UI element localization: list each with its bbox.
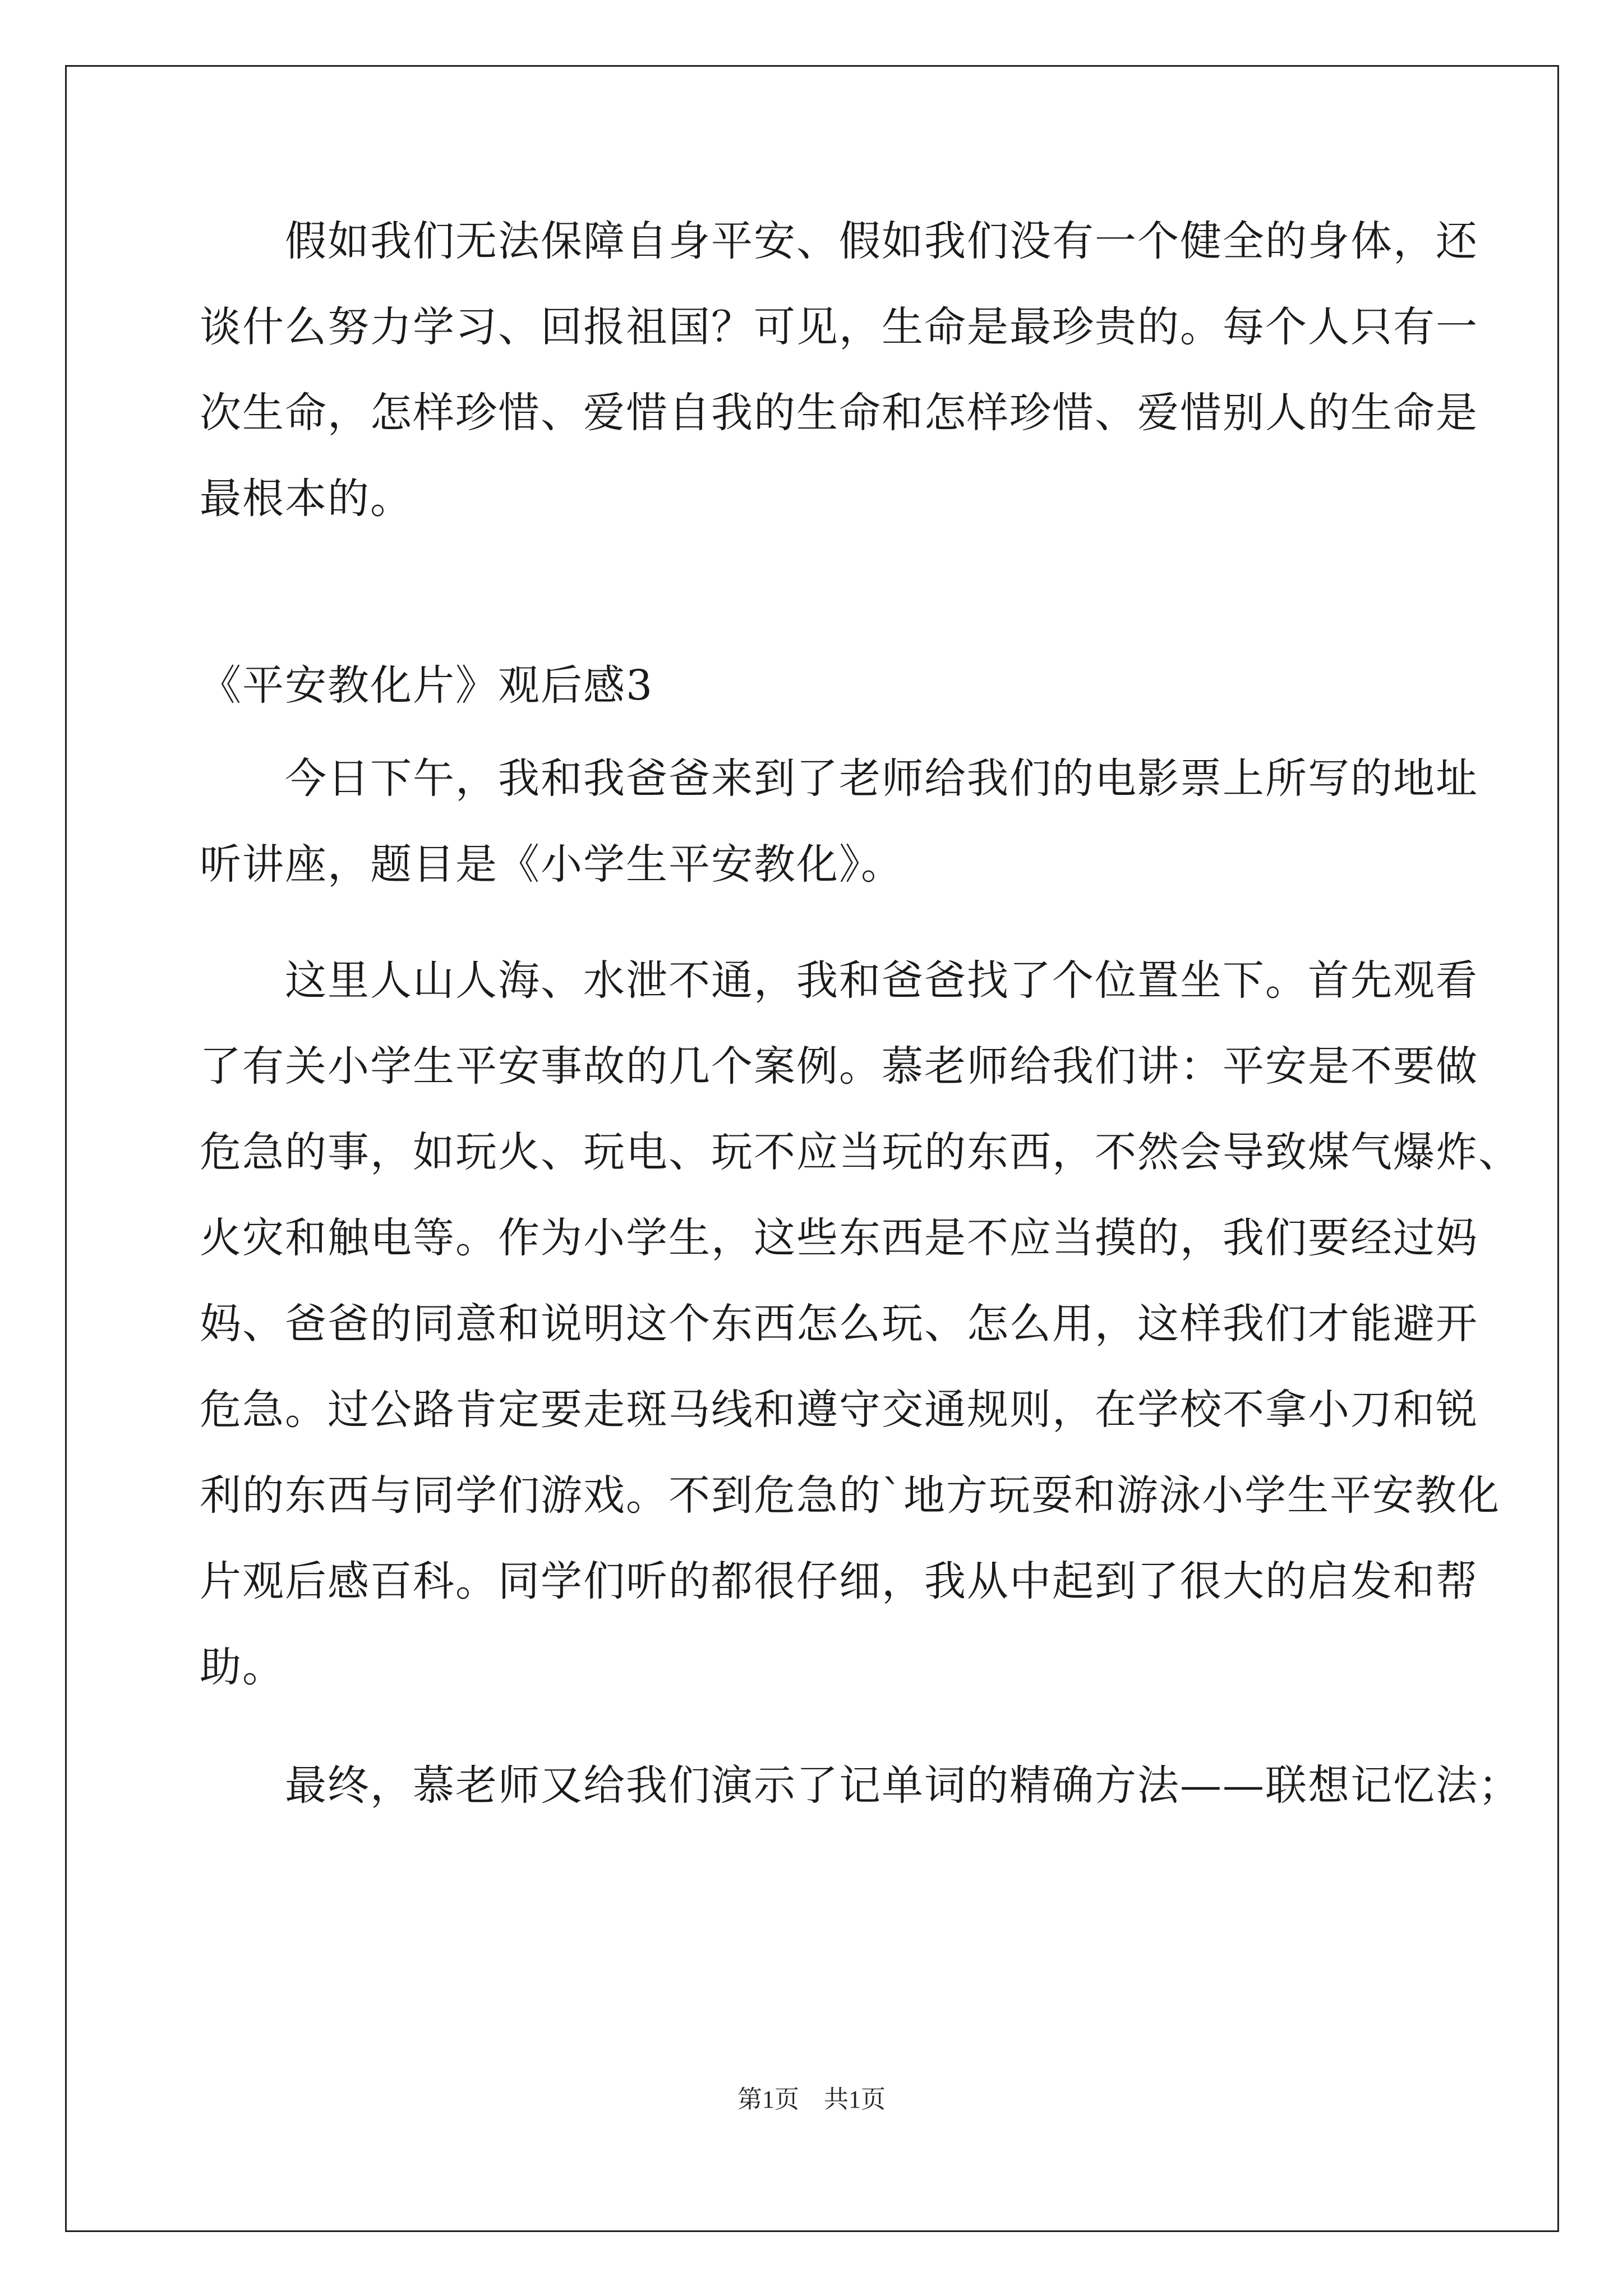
section-heading: 《平安教化片》观后感3 xyxy=(200,661,654,710)
text-line: 次生命，怎样珍惜、爱惜自我的生命和怎样珍惜、爱惜别人的生命是 xyxy=(200,389,1478,437)
text-line: 这里人山人海、水泄不通，我和爸爸找了个位置坐下。首先观看 xyxy=(200,956,1478,1005)
text-line: 危急的事，如玩火、玩电、玩不应当玩的东西，不然会导致煤气爆炸、 xyxy=(200,1128,1521,1176)
page-footer: 第1页 共1页 xyxy=(737,2086,886,2113)
text-line: 妈、爸爸的同意和说明这个东西怎么玩、怎么用，这样我们才能避开 xyxy=(200,1300,1478,1348)
text-line: 最终，慕老师又给我们演示了记单词的精确方法——联想记忆法； xyxy=(200,1761,1521,1810)
text-line: 假如我们无法保障自身平安、假如我们没有一个健全的身体，还 xyxy=(200,217,1478,265)
text-line: 利的东西与同学们游戏。不到危急的`地方玩耍和游泳小学生平安教化 xyxy=(200,1471,1500,1520)
text-line: 谈什么努力学习、回报祖国？可见，生命是最珍贵的。每个人只有一 xyxy=(200,303,1478,351)
text-line: 助。 xyxy=(200,1643,285,1691)
text-line: 听讲座，题目是《小学生平安教化》。 xyxy=(200,840,903,889)
text-line: 今日下午，我和我爸爸来到了老师给我们的电影票上所写的地址 xyxy=(200,754,1478,803)
text-line: 最根本的。 xyxy=(200,475,413,523)
text-line: 了有关小学生平安事故的几个案例。慕老师给我们讲：平安是不要做 xyxy=(200,1042,1478,1091)
text-line: 片观后感百科。同学们听的都很仔细，我从中起到了很大的启发和帮 xyxy=(200,1557,1478,1605)
text-line: 火灾和触电等。作为小学生，这些东西是不应当摸的，我们要经过妈 xyxy=(200,1214,1478,1262)
text-line: 危急。过公路肯定要走斑马线和遵守交通规则，在学校不拿小刀和锐 xyxy=(200,1386,1478,1434)
